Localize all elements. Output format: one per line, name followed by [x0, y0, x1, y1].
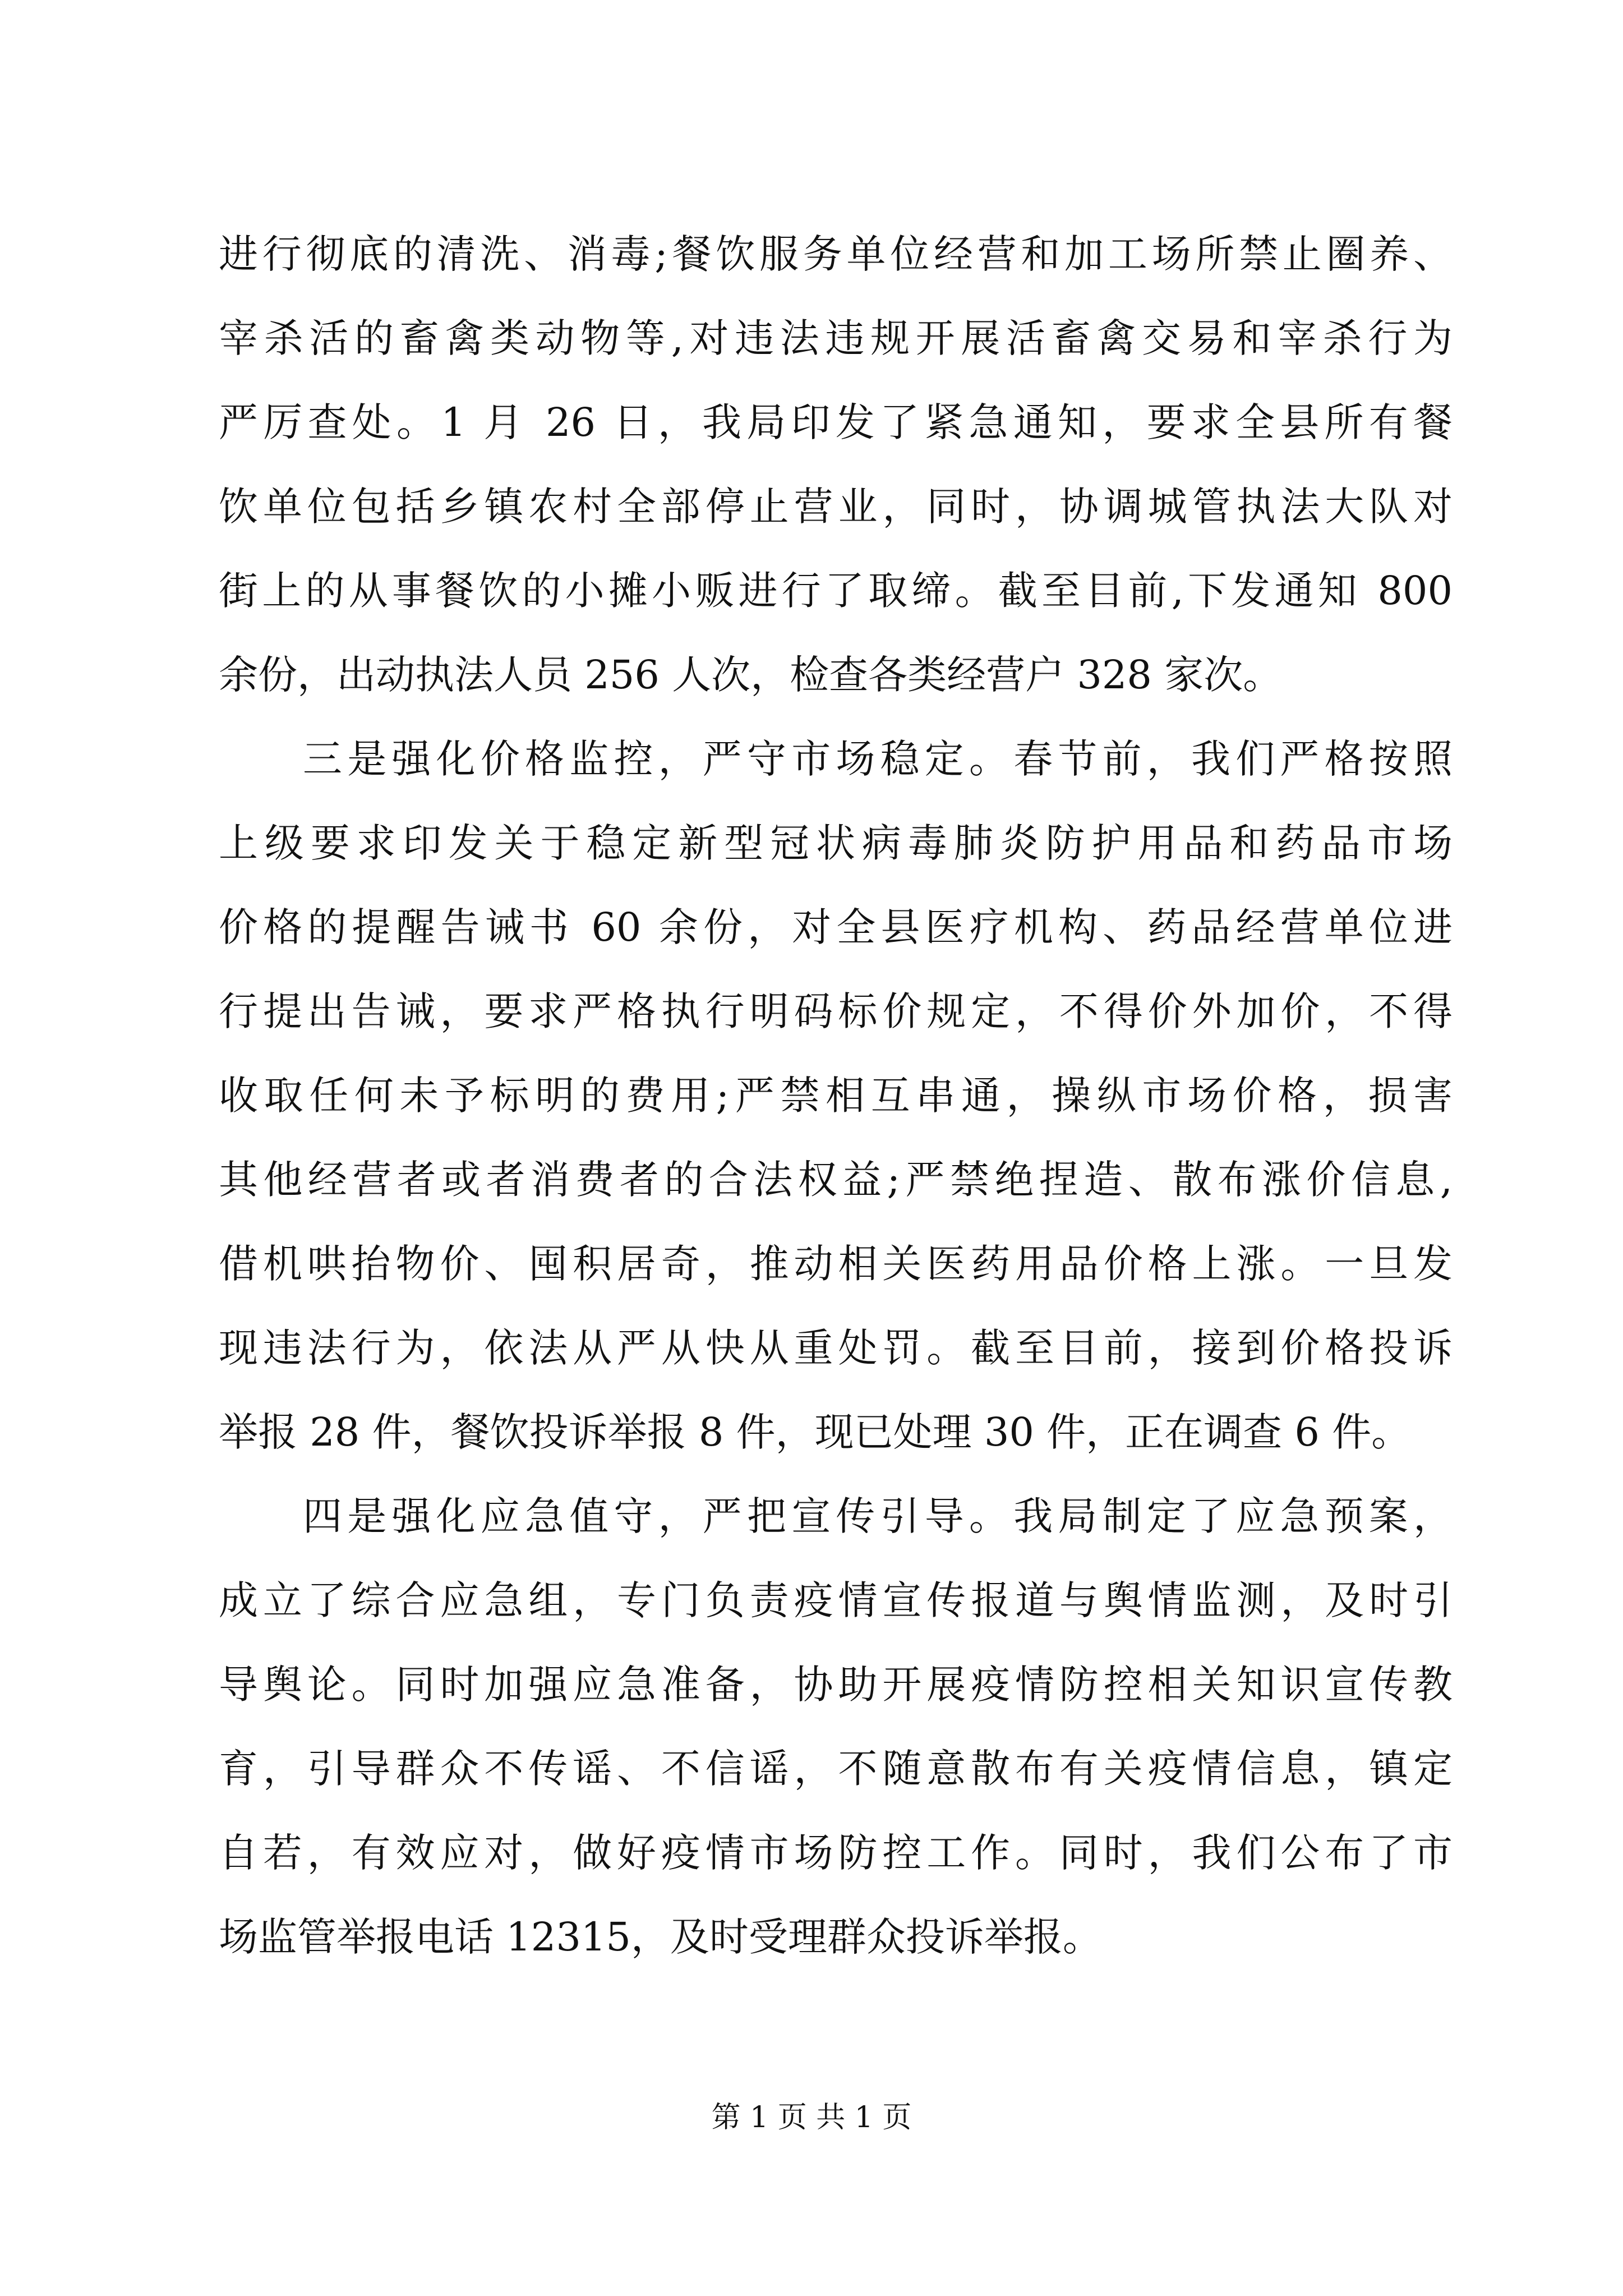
text-line: 育，引导群众不传谣、不信谣，不随意散布有关疫情信息，镇定	[219, 1746, 1453, 1792]
text-line: 上级要求印发关于稳定新型冠状病毒肺炎防护用品和药品市场	[219, 820, 1453, 866]
text-line: 其他经营者或者消费者的合法权益;严禁绝捏造、散布涨价信息,	[219, 1157, 1453, 1203]
text-line: 举报 28 件，餐饮投诉举报 8 件，现已处理 30 件，正在调查 6 件。	[219, 1409, 1411, 1455]
text-line: 借机哄抬物价、囤积居奇，推动相关医药用品价格上涨。一旦发	[219, 1241, 1453, 1287]
text-line: 现违法行为，依法从严从快从重处罚。截至目前，接到价格投诉	[219, 1325, 1453, 1371]
text-line: 街上的从事餐饮的小摊小贩进行了取缔。截至目前,下发通知 800	[219, 568, 1453, 614]
text-line: 严厉查处。1 月 26 日，我局印发了紧急通知，要求全县所有餐	[219, 399, 1453, 445]
text-line: 余份，出动执法人员 256 人次，检查各类经营户 328 家次。	[219, 652, 1283, 698]
text-line: 收取任何未予标明的费用;严禁相互串通，操纵市场价格，损害	[219, 1073, 1453, 1119]
text-line: 价格的提醒告诫书 60 余份，对全县医疗机构、药品经营单位进	[219, 904, 1453, 950]
text-line: 宰杀活的畜禽类动物等,对违法违规开展活畜禽交易和宰杀行为	[219, 315, 1453, 361]
text-line: 成立了综合应急组，专门负责疫情宣传报道与舆情监测，及时引	[219, 1577, 1453, 1623]
document-body	[219, 212, 1453, 1979]
text-line: 行提出告诫，要求严格执行明码标价规定，不得价外加价，不得	[219, 988, 1453, 1034]
page-footer	[0, 2098, 1623, 2137]
text-line: 场监管举报电话 12315，及时受理群众投诉举报。	[219, 1914, 1102, 1960]
text-line: 自若，有效应对，做好疫情市场防控工作。同时，我们公布了市	[219, 1830, 1453, 1876]
page-number-label: 第 1 页 共 1 页	[711, 2101, 912, 2134]
text-line: 进行彻底的清洗、消毒;餐饮服务单位经营和加工场所禁止圈养、	[219, 231, 1453, 277]
text-line: 导舆论。同时加强应急准备，协助开展疫情防控相关知识宣传教	[219, 1662, 1453, 1708]
paragraph-start-line: 三是强化价格监控，严守市场稳定。春节前，我们严格按照	[303, 736, 1453, 782]
text-line: 饮单位包括乡镇农村全部停止营业，同时，协调城管执法大队对	[219, 484, 1453, 530]
paragraph-start-line: 四是强化应急值守，严把宣传引导。我局制定了应急预案，	[303, 1493, 1453, 1539]
